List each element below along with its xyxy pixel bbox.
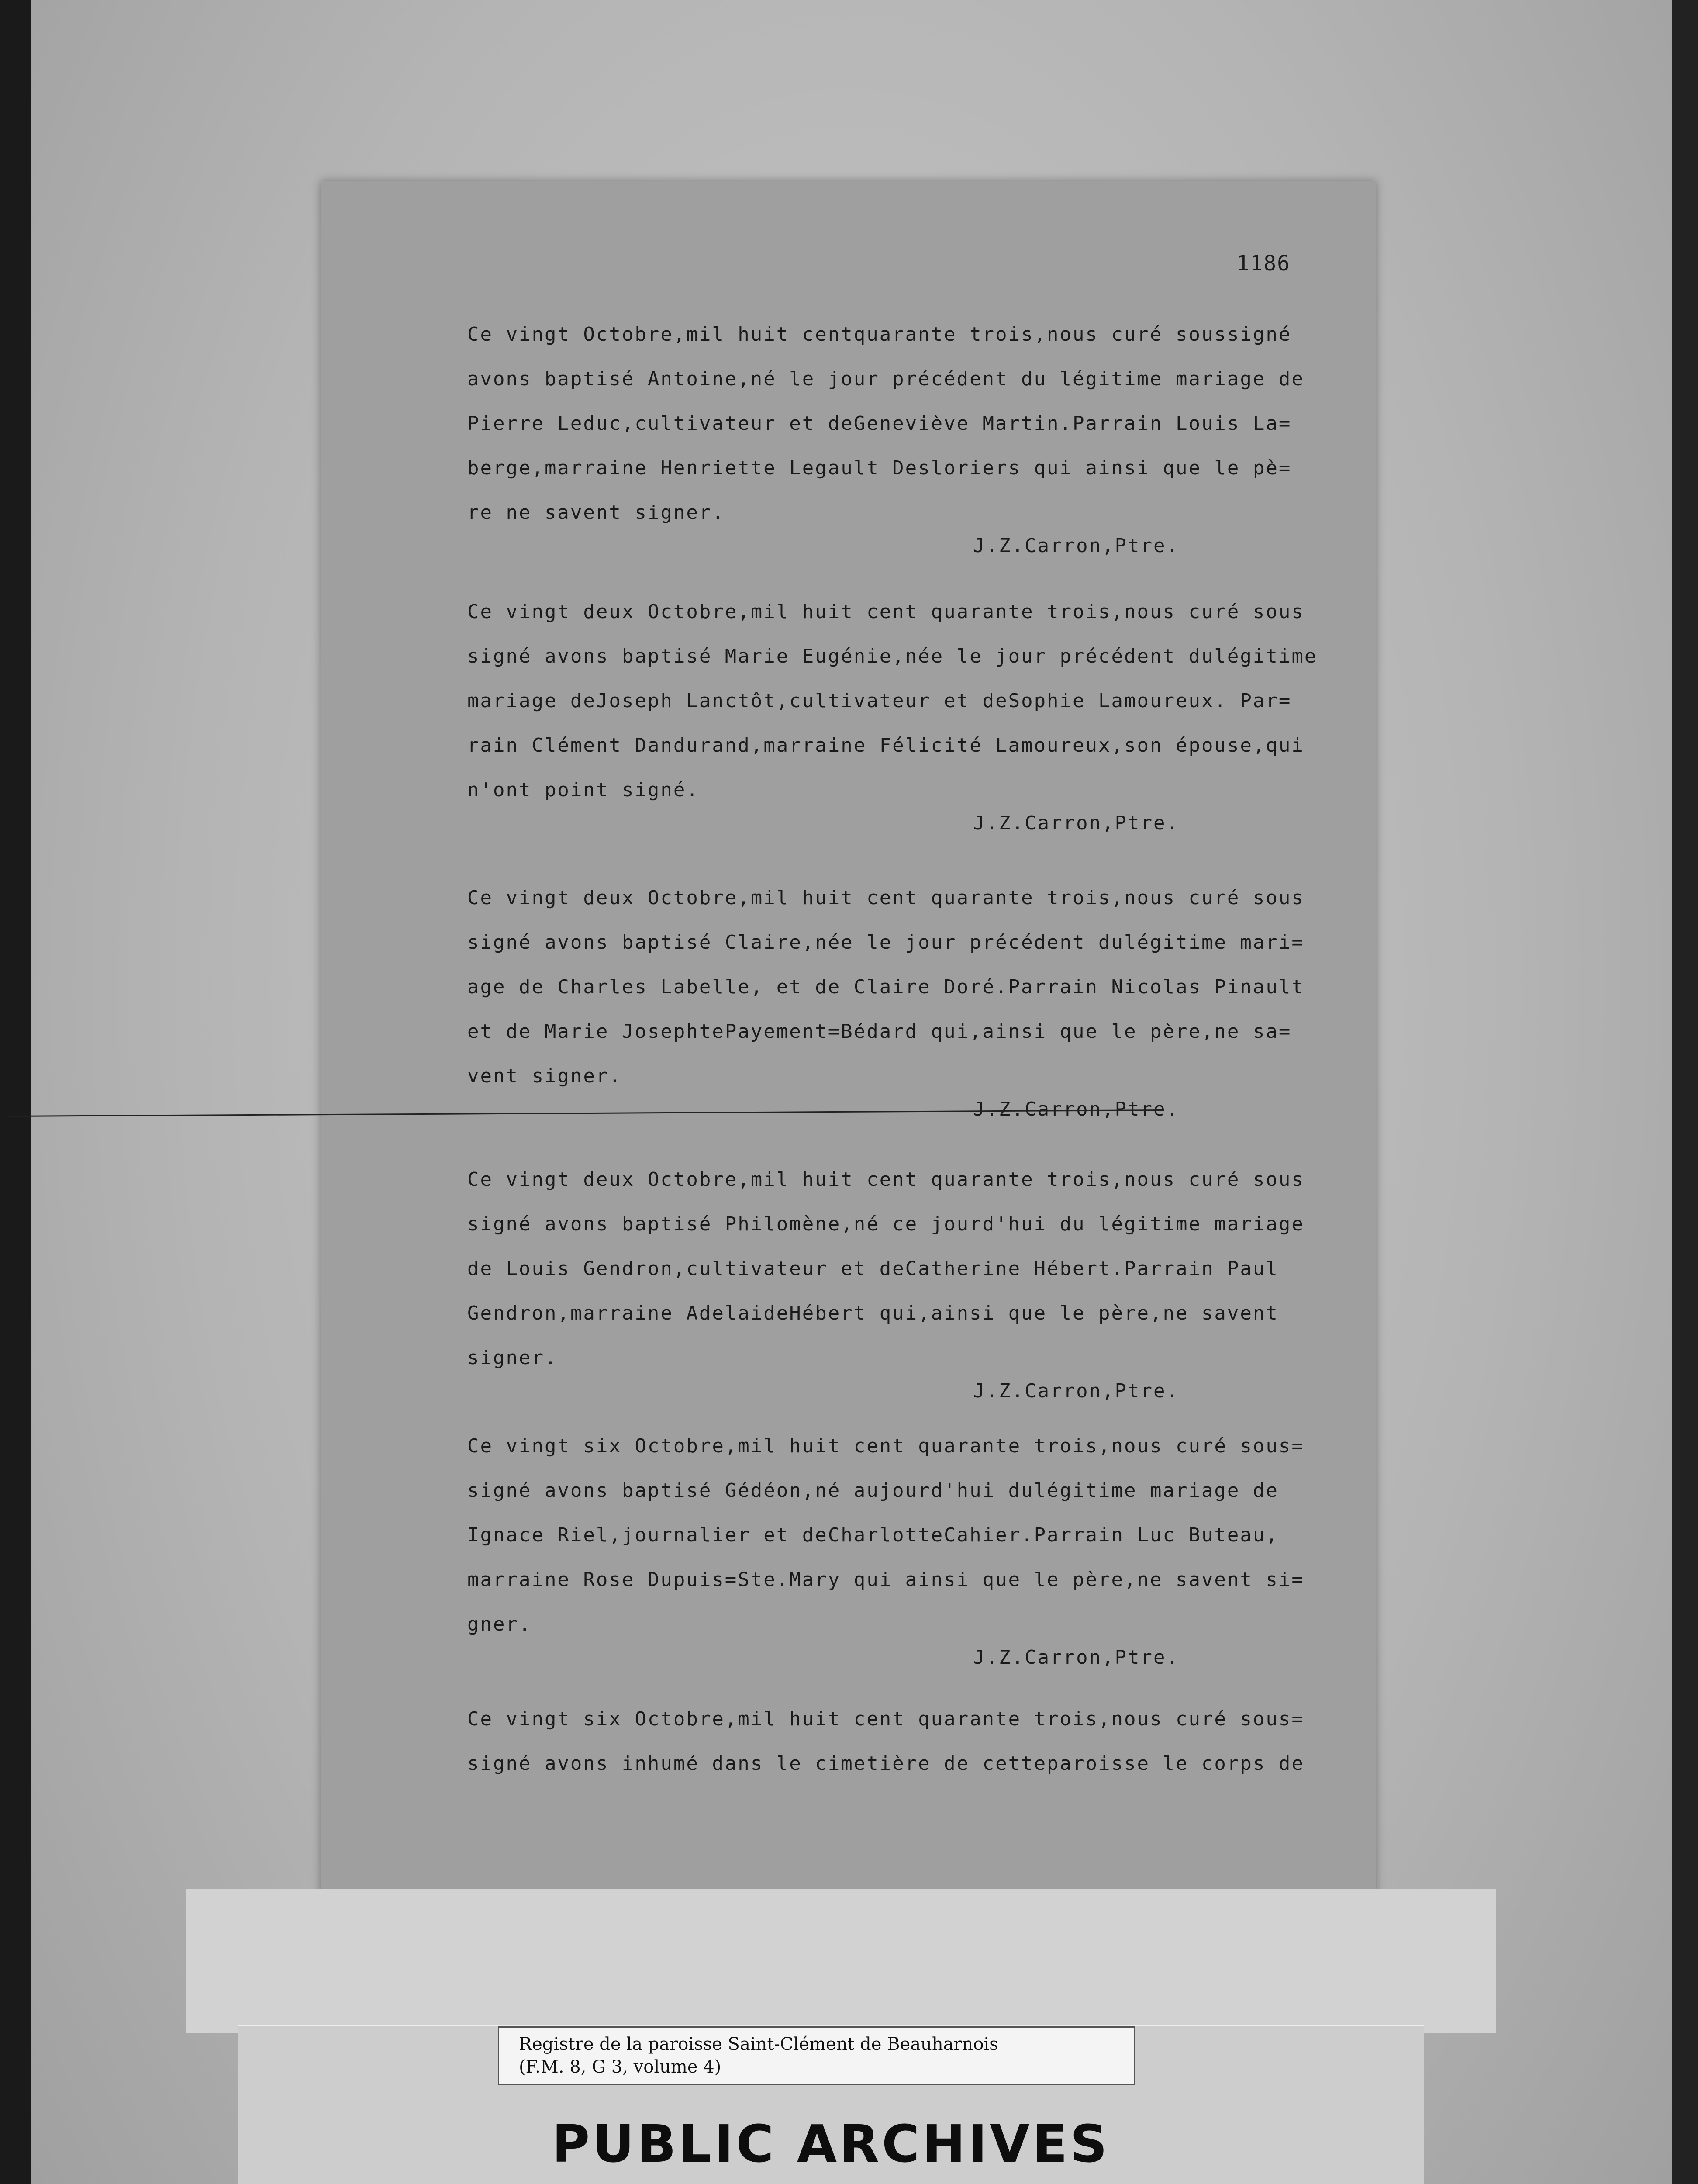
register-entry-6	[467, 1697, 1305, 1786]
priest-signature: J.Z.Carron,Ptre.	[973, 812, 1179, 834]
entry-line: rain Clément Dandurand,marraine Félicité Lamoureux,son épouse,qui	[467, 734, 1305, 757]
film-border-left	[0, 0, 31, 2184]
stamp-public-archives: PUBLIC ARCHIVES	[552, 2114, 1110, 2174]
entry-line: et de Marie JosephtePayement=Bédard qui,ainsi que le père,ne sa=	[467, 1020, 1292, 1043]
entry-line: re ne savent signer.	[467, 501, 725, 524]
film-border-right	[1672, 0, 1698, 2184]
entry-line: age de Charles Labelle, et de Claire Doré.Parrain Nicolas Pinault	[467, 976, 1305, 998]
entry-line: mariage deJoseph Lanctôt,cultivateur et deSophie Lamoureux. Par=	[467, 690, 1292, 712]
priest-signature: J.Z.Carron,Ptre.	[973, 1646, 1179, 1669]
mounting-tape	[186, 1889, 1496, 2033]
priest-signature: J.Z.Carron,Ptre.	[973, 1380, 1179, 1402]
entry-line: de Louis Gendron,cultivateur et deCatherine Hébert.Parrain Paul	[467, 1258, 1279, 1280]
priest-signature: J.Z.Carron,Ptre.	[973, 1098, 1179, 1120]
entry-line: Ce vingt Octobre,mil huit centquarante trois,nous curé soussigné	[467, 323, 1292, 346]
entry-line: gner.	[467, 1613, 532, 1635]
entry-line: signé avons baptisé Marie Eugénie,née le jour précédent dulégitime	[467, 645, 1318, 667]
register-entry-4	[467, 1158, 1305, 1406]
entry-line: Ce vingt deux Octobre,mil huit cent quarante trois,nous curé sous	[467, 1168, 1305, 1191]
page-number: 1186	[1236, 251, 1291, 276]
register-page	[321, 181, 1376, 1898]
entry-line: Ce vingt deux Octobre,mil huit cent quarante trois,nous curé sous	[467, 601, 1305, 623]
entry-line: signé avons baptisé Philomène,né ce jourd'hui du légitime mariage	[467, 1213, 1305, 1235]
entry-line: signer.	[467, 1347, 558, 1369]
register-entry-1	[467, 312, 1305, 561]
entry-line: Ignace Riel,journalier et deCharlotteCahier.Parrain Luc Buteau,	[467, 1524, 1279, 1546]
entry-line: signé avons baptisé Claire,née le jour précédent dulégitime mari=	[467, 931, 1305, 954]
entry-line: berge,marraine Henriette Legault Desloriers qui ainsi que le pè=	[467, 457, 1292, 479]
catalog-slip	[498, 2026, 1135, 2085]
entry-line: Ce vingt six Octobre,mil huit cent quarante trois,nous curé sous=	[467, 1435, 1305, 1457]
register-entry-5	[467, 1424, 1305, 1673]
entry-line: avons baptisé Antoine,né le jour précédent du légitime mariage de	[467, 368, 1305, 390]
entry-line: n'ont point signé.	[467, 779, 699, 801]
catalog-register-title: Registre de la paroisse Saint-Clément de Beauharnois	[519, 2034, 998, 2054]
catalog-reference: (F.M. 8, G 3, volume 4)	[519, 2057, 721, 2077]
archive-label-card	[238, 2025, 1424, 2184]
entry-line: signé avons inhumé dans le cimetière de cetteparoisse le corps de	[467, 1752, 1305, 1775]
entry-line: Ce vingt deux Octobre,mil huit cent quarante trois,nous curé sous	[467, 887, 1305, 909]
entry-line: vent signer.	[467, 1065, 622, 1087]
entry-line: marraine Rose Dupuis=Ste.Mary qui ainsi que le père,ne savent si=	[467, 1569, 1305, 1591]
entry-line: Pierre Leduc,cultivateur et deGeneviève Martin.Parrain Louis La=	[467, 412, 1292, 435]
register-entry-3	[467, 876, 1305, 1125]
entry-line: Gendron,marraine AdelaideHébert qui,ainsi que le père,ne savent	[467, 1302, 1279, 1324]
register-entry-2	[467, 590, 1318, 839]
entry-line: Ce vingt six Octobre,mil huit cent quarante trois,nous curé sous=	[467, 1708, 1305, 1730]
entry-line: signé avons baptisé Gédéon,né aujourd'hui dulégitime mariage de	[467, 1479, 1279, 1502]
priest-signature: J.Z.Carron,Ptre.	[973, 535, 1179, 557]
